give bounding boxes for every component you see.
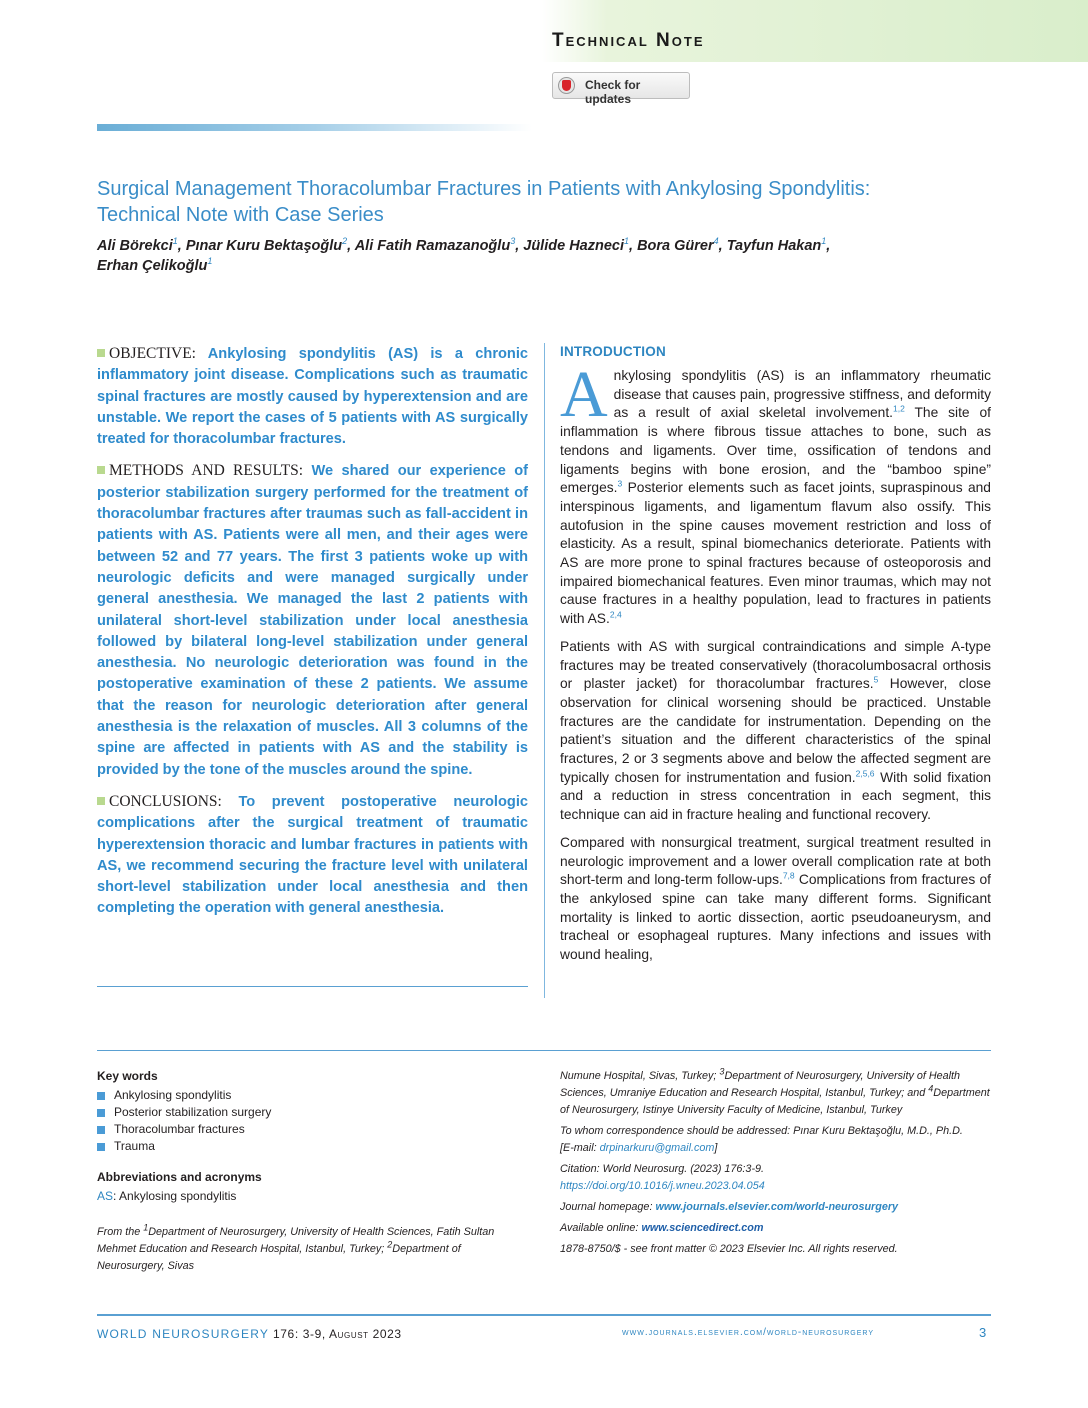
section-label: Technical Note [552,30,705,51]
paragraph: Compared with nonsurgical treatment, surgical treatment resulted in neurologic improvement and a lower overall complication rate at both short-term and long-term follow-ups.$^{7,8}$ Complications from fractures of the ankylosed spine can take many different forms. Significant mortality is linked to aortic dissection, aortic pseudoaneurysm, and tracheal or esophageal ruptures. Many infections and issues with wound healing, [560,834,991,963]
author: Pınar Kuru Bektaşoğlu$^2$, [185,236,355,254]
paragraph: Ankylosing spondylitis (AS) is an inflammatory rheumatic disease that causes pain, progressive stiffness, and deformity as a result of axial skeletal involvement.$^{1,2}$ The site of inflammation is where fibrous tissue attaches to bone, such as tendons and ligaments. Over time, ossification of tendons and ligaments begins with bone erosion, and the “bamboo spine” emerges.$^3$ Posterior elements such as facet joints, supraspinous and interspinous ligaments, and ligamentum flavum also ossify. This autofusion in the spine causes movement restriction and loss of elasticity. As a result, spinal biomechanics deteriorate. Patients with AS are more prone to spinal fractures because of osteoporosis and impaired biomechanical features. Even minor traumas, which may not cause fractures in a healthy population, lead to fractures in patients with AS.$^{2,4}$ [560,358,991,627]
keywords-box [97,1068,527,1205]
sciencedirect-link[interactable]: www.sciencedirect.com [641,1222,764,1234]
abstract-rule [97,986,528,987]
citation-link[interactable]: 7,8 [782,870,795,881]
author: Tayfun Hakan$^1$, [726,236,831,254]
paragraph: Patients with AS with surgical contraindications and simple A-type fractures may be treated conservatively (thoracolumbosacral orthosis or plaster jacket) for thoracolumbar fractures.$^5$ However, close observation for clinical worsening should be practiced. Unstable fractures are the candidate for instrumentation. Depending on the patient’s situation and the different characteristics of the spinal fractures, 2 or 3 segments above and below the affected segment are typically chosen for instrumentation and fusion.$^{2,5,6}$ With solid fixation and a reduction in stress concentration in each segment, this technique can aid in fracture healing and functional recovery. [560,638,991,823]
citation-link[interactable]: 3 [617,478,623,489]
keyword-item: Ankylosing spondylitis [97,1087,527,1104]
footer-journal: WORLD NEUROSURGERY 176: 3-9, August 2023 [97,1327,402,1341]
check-for-updates-button[interactable] [552,72,690,106]
introduction-heading: INTRODUCTION [560,344,666,359]
abstract-objective: OBJECTIVE: Ankylosing spondylitis (AS) is a chronic inflammatory joint disease. Complications such as traumatic spinal fractures are mostly caused by hyperextension and are unstable. We report the cases of 5 patients with AS surgically treated for thoracolumbar fractures. [97,345,529,448]
doi-link[interactable]: https://doi.org/10.1016/j.wneu.2023.04.054 [560,1180,765,1192]
abstract-methods: METHODS AND RESULTS: We shared our experience of posterior stabilization surgery performed for the treatment of thoracolumbar fractures after traumas such as fall-accident in patients with AS. Patients were all men, and their ages were between 52 and 77 years. The first 3 patients woke up with neurologic deficits and were managed surgically under general anesthesia. We managed the last 2 patients with unilateral short-level stabilization under local anesthesia followed by bilateral long-level stabilization under general anesthesia. No neurologic deterioration was found in the postoperative examination of these 2 patients. We assume that the reason for neurologic deterioration after general anesthesia is the relaxation of muscles. All 3 columns of the spine are affected in patients with AS and the stability is provided by the tone of the muscles around the spine. [97,462,528,778]
citation-link[interactable]: 5 [873,674,879,685]
affiliations-right: Numune Hospital, Sivas, Turkey; $^3$Department of Neurosurgery, University of Health Sciences, Umraniye Education and Research Hospital, Istanbul, Turkey; and $^4$Department of Neurosurgery, Istinye University Faculty of Medicine, Istanbul, Turkey To whom correspondence should be addressed: Pınar Kuru Bektaşoğlu, M.D., Ph.D. [E-mail: drpinarkuru@gmail.com] Citation: World Neurosurg. (2023) 176:3-9. https://doi.org/10.1016/j.wneu.2023.04.054 Journal homepage: www.journals.elsevier.com/world-neurosurgery Available online: www.sciencedirect.com 1878-8750/$ - see front matter © 2023 Elsevier Inc. All rights reserved. [560,1068,990,1262]
author: Ali Börekci$^1$, [97,236,186,254]
drop-cap: A [560,358,608,431]
crossmark-icon [558,77,575,94]
citation-link[interactable]: 2,4 [609,609,622,620]
author: Ali Fatih Ramazanoğlu$^3$, [354,236,524,254]
author-list [97,236,977,276]
introduction-body [560,358,991,974]
bullet-square-icon [97,466,105,474]
bullet-square-icon [97,1109,105,1117]
keyword-item: Trauma [97,1138,527,1155]
keyword-item: Posterior stabilization surgery [97,1104,527,1121]
page-number: 3 [979,1325,987,1340]
correspondence: To whom correspondence should be addressed: Pınar Kuru Bektaşoğlu, M.D., Ph.D. [E-mail: drpinarkuru@gmail.com] [560,1125,963,1154]
abstract-conclusions: CONCLUSIONS: To prevent postoperative neurologic complications after the surgical treatment of traumatic hyperextension thoracic and lumbar fractures in patients with AS, we recommend securing the fracture level with unilateral short-level stabilization under local anesthesia and then completing the operation with general anesthesia. [97,792,528,917]
author: Jülide Hazneci$^1$, [523,236,638,254]
article-title: Surgical Management Thoracolumbar Fractures in Patients with Ankylosing Spondylitis: Technical Note with Case Series [97,178,871,226]
citation-link[interactable]: 2,5,6 [855,768,875,779]
bullet-square-icon [97,1143,105,1151]
affiliations-left: From the $^1$Department of Neurosurgery, University of Health Sciences, Fatih Sultan Mehmet Education and Research Hospital, Istanbul, Turkey; $^2$Department of Neurosurgery, Sivas [97,1222,495,1272]
copyright: 1878-8750/$ - see front matter © 2023 Elsevier Inc. All rights reserved. [560,1243,898,1255]
keywords-heading: Key words [97,1069,158,1083]
abbreviation-item: AS: Ankylosing spondylitis [97,1189,237,1203]
author: Erhan Çelikoğlu$^1$ [97,256,213,274]
bullet-square-icon [97,797,105,805]
column-divider [544,343,545,998]
section-label-band [542,0,1088,62]
citation-link[interactable]: 1,2 [893,403,905,414]
title-rule [97,124,532,131]
check-for-updates-label: Check for updates [585,78,641,106]
bullet-square-icon [97,1092,105,1100]
author: Bora Gürer$^4$, [637,236,727,254]
footer-rule [97,1314,991,1316]
email-link[interactable]: drpinarkuru@gmail.com [599,1142,715,1154]
abbreviations-heading: Abbreviations and acronyms [97,1170,262,1184]
citation: Citation: World Neurosurg. (2023) 176:3-9. https://doi.org/10.1016/j.wneu.2023.04.054 [560,1163,765,1192]
bullet-square-icon [97,1126,105,1134]
bullet-square-icon [97,349,105,357]
abstract [97,343,528,930]
journal-homepage-link[interactable]: www.journals.elsevier.com/world-neurosurgery [655,1201,899,1213]
keyword-item: Thoracolumbar fractures [97,1121,527,1138]
footnote-rule [97,1050,991,1051]
footer-url[interactable]: www.journals.elsevier.com/world-neurosurgery [622,1327,874,1338]
